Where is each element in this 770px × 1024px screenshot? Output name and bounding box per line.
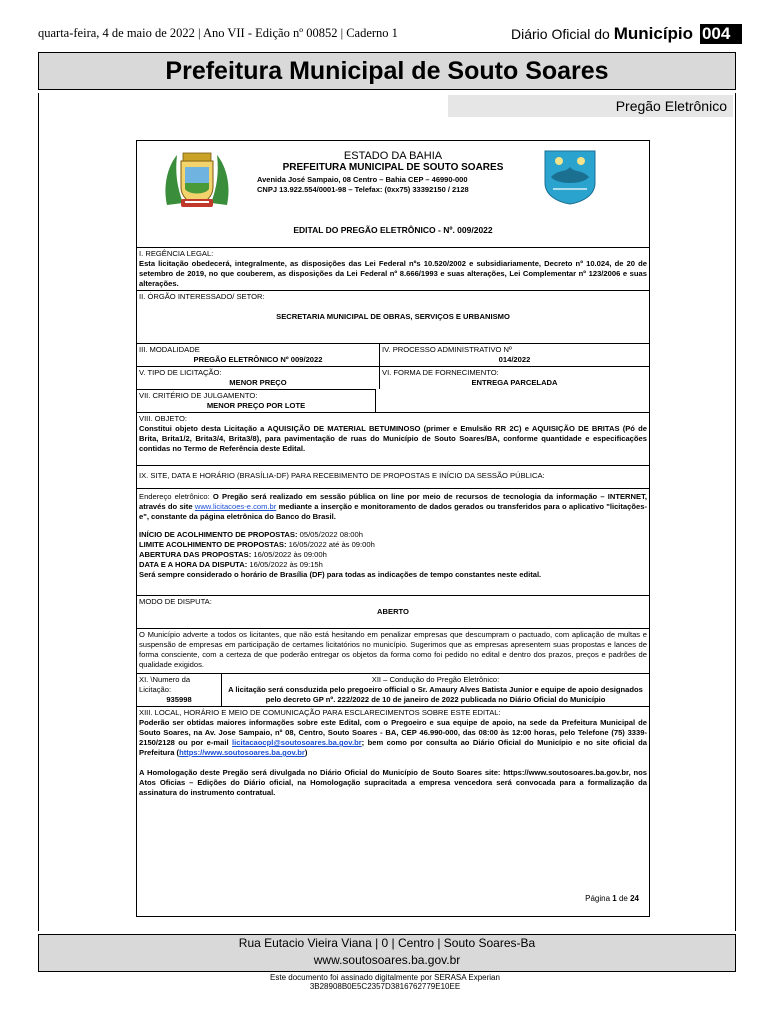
horario-brasilia-note: Será sempre considerado o horário de Brasília (DF) para todas as indicações de tempo constantes neste edital.: [139, 570, 542, 579]
date-limite: [139, 540, 647, 550]
prefecture-cnpj: CNPJ 13.922.554/0001-98 – Telefax: (0xx75) 33392150 / 2128: [257, 185, 469, 194]
page-label: Página: [585, 894, 611, 903]
local-horario-text1: Poderão ser obtidas maiores informações sobre este Edital, com o Pregoeiro e sua equipe de apoio, na sede da Prefeitura Municipal de Souto Soares, na Av. Jose Sampaio, nº 08, Centro, Souto Soares - BA, CEP 46.990-000, das 08:00 às 12:00 horas, pelo Telefone (75) 3339-2150/2128 ou por e-mail: [139, 718, 647, 747]
site-data-label: IX. SITE, DATA E HORÁRIO (BRASÍLIA-DF) PARA RECEBIMENTO DE PROPOSTAS E INÍCIO DA SESSÃO PÚBLICA:: [139, 471, 545, 480]
orgao-value: SECRETARIA MUNICIPAL DE OBRAS, SERVIÇOS E URBANISMO: [276, 312, 510, 321]
section-objeto: [137, 412, 649, 465]
section-orgao: [137, 290, 649, 343]
local-horario-label: XIII. LOCAL, HORÁRIO E MEIO DE COMUNICAÇÃO PARA ESCLARECIMENTOS SOBRE ESTE EDITAL:: [139, 708, 501, 717]
local-horario-text: [139, 718, 647, 758]
date-abertura: [139, 550, 647, 560]
section-tag: Pregão Eletrônico: [448, 95, 733, 117]
tipo-value: MENOR PREÇO: [229, 378, 287, 387]
edital-document: [136, 140, 650, 917]
endereco-intro: Endereço eletrônico:: [139, 492, 210, 501]
endereco-text1: O Pregão será realizado em sessão pública on line por meio de recursos de tecnologia da informação – INTERNET, através do site: [139, 492, 647, 511]
edital-title: EDITAL DO PREGÃO ELETRÔNICO - Nº. 009/2022: [293, 225, 493, 235]
document-header: [137, 141, 649, 247]
numero-licitacao-cell: [137, 674, 222, 706]
tipo-cell: [137, 367, 380, 389]
brand-name: Município: [613, 24, 694, 43]
page-current: 1: [612, 894, 617, 903]
modo-disputa-label: MODO DE DISPUTA:: [139, 597, 212, 606]
signature-text: Este documento foi assinado digitalmente por SERASA Experian: [270, 973, 500, 982]
site-link[interactable]: https://www.soutosoares.ba.gov.br: [179, 748, 305, 757]
footer-bar: [38, 934, 736, 972]
numero-licitacao-value: 935998: [166, 695, 192, 704]
page-of: de: [618, 894, 628, 903]
prefecture-address: Avenida José Sampaio, 08 Centro – Bahia CEP – 46990-000: [257, 175, 468, 184]
conducao-label: XII – Condução do Pregão Eletrônico:: [371, 675, 500, 684]
state-name: ESTADO DA BAHIA: [343, 150, 443, 162]
section-site-data: [137, 465, 649, 488]
numero-licitacao-label: XI. \Numero da Licitação:: [139, 675, 191, 694]
regencia-text: Esta licitação obedecerá, integralmente, as disposições das Lei Federal nºs 10.520/2002 e subsidiariamente, Decreto nº 10.024, de 20 de setembro de 2019, no que couberem, as disposições da Lei Federal nº 8.666/1993 e suas alterações, Lei Complementar nº 123/2006 e suas alterações.: [139, 259, 647, 288]
local-horario-text3: ): [304, 748, 308, 757]
endereco-eletronico: [139, 492, 647, 522]
tipo-label: V. TIPO DE LICITAÇÃO:: [139, 368, 222, 377]
gazette-brand: [511, 24, 742, 44]
page-total: 24: [630, 894, 639, 903]
criterio-label: VII. CRITÉRIO DE JULGAMENTO:: [139, 391, 258, 400]
date-inicio: [139, 530, 647, 540]
signature-hash: 3B28908B0E5C2357D3816762779E10EE: [309, 982, 461, 991]
local-horario-text2: ; bem como por consulta ao Diário Oficial do Município e no site oficial da Prefeitura (: [139, 738, 647, 757]
fornecimento-value: ENTREGA PARCELADA: [471, 378, 558, 387]
page-title: Prefeitura Municipal de Souto Soares: [38, 52, 736, 90]
page-counter: [585, 894, 639, 904]
municipality-warning: O Município adverte a todos os licitantes, que não está hesitando em penalizar empresas que descumpram o pactuado, com aplicação de multas e suspensão de empresas em participação de certames licitatórios no município. Sugerimos que as empresas apresentem suas propostas e lances de forma consciente, com a certeza de que poderão entregar os objetos da forma como foi pedido no edital e dentro dos prazos, preços e padrões de qualidade exigidos.: [137, 628, 649, 673]
conducao-cell: [222, 674, 649, 706]
section-regencia: [137, 247, 649, 290]
brand-prefix: Diário Oficial do: [511, 26, 610, 42]
licitacoes-link[interactable]: www.licitacoes-e.com.br: [194, 502, 277, 511]
fornecimento-cell: [380, 367, 649, 389]
endereco-text2: mediante a inserção e monitoramento de dados gerados ou transferidos para o aplicativo "licitações-e", constante da página eletrônica do Banco do Brasil.: [139, 502, 647, 521]
conducao-text: A licitação será consduzida pelo pregoeiro official o Sr. Amaury Alves Batista Junior e equipe de apoio designados pelo decreto GP nº. 222/2022 de 10 de janeiro de 2022 publicada no Diário Oficial do Município: [228, 685, 643, 704]
date-limite-value: 16/05/2022 até às 09:00h: [288, 540, 375, 549]
prefecture-name: PREFEITURA MUNICIPAL DE SOUTO SOARES: [282, 162, 504, 173]
section-modo-disputa: [137, 595, 649, 628]
section-numero-conducao: [137, 673, 649, 706]
section-criterio: [137, 389, 376, 412]
criterio-value: MENOR PREÇO POR LOTE: [206, 401, 306, 410]
homologacao-text: A Homologação deste Pregão será divulgada no Diário Oficial do Município de Souto Soares site: https://www.soutosoares.ba.gov.br, nos Atos Oficias – Edições do Diário oficial, na Homologação supracitada a empresa vencedora será convocada para a formalização da assinatura do instrumento contratual.: [139, 768, 647, 797]
footer-site[interactable]: www.soutosoares.ba.gov.br: [313, 953, 461, 967]
objeto-text: Constitui objeto desta Licitação a AQUISIÇÃO DE MATERIAL BETUMINOSO (primer e Emulsão RR 2C) e AQUISIÇÃO DE BRITAS (Pó de Brita, Brita1/2, Brita3/4, Brita3/8), para pavimentação de ruas do Município de Souto Soares/BA, conforme quantidade e especificações contidas no Termo de Referência deste Edital.: [139, 424, 647, 453]
orgao-label: II. ÓRGÃO INTERESSADO/ SETOR:: [139, 292, 265, 301]
date-disputa-label: DATA E A HORA DA DISPUTA:: [139, 560, 248, 569]
section-modalidade-row: [137, 343, 649, 366]
edition-date-line: quarta-feira, 4 de maio de 2022 | Ano VII - Edição nº 00852 | Caderno 1: [38, 26, 398, 40]
date-inicio-value: 05/05/2022 08:00h: [299, 530, 363, 539]
digital-signature: [0, 973, 770, 991]
gazette-page-number: 004: [700, 24, 742, 44]
section-acolhimento: [137, 488, 649, 595]
dates-block: [139, 530, 647, 580]
section-tipo-row: [137, 366, 649, 389]
modalidade-label: III. MODALIDADE: [139, 345, 200, 354]
modo-disputa-value: ABERTO: [377, 607, 409, 616]
date-disputa-value: 16/05/2022 às 09:15h: [249, 560, 323, 569]
processo-label: IV. PROCESSO ADMINISTRATIVO Nº: [382, 345, 512, 354]
city-emblem-icon: [539, 147, 601, 205]
regencia-label: I. REGÊNCIA LEGAL:: [139, 249, 214, 258]
date-disputa: [139, 560, 647, 570]
date-abertura-label: ABERTURA DAS PROPOSTAS:: [139, 550, 252, 559]
modalidade-value: PREGÃO ELETRÔNICO Nº 009/2022: [193, 355, 323, 364]
date-abertura-value: 16/05/2022 às 09:00h: [253, 550, 327, 559]
modalidade-cell: [137, 344, 380, 366]
date-inicio-label: INÍCIO DE ACOLHIMENTO DE PROPOSTAS:: [139, 530, 298, 539]
footer-address: Rua Eutacio Vieira Viana | 0 | Centro | Souto Soares-Ba: [238, 936, 536, 950]
processo-cell: [380, 344, 649, 366]
email-link[interactable]: licitacaocpl@soutosoares.ba.gov.br: [232, 738, 362, 747]
objeto-label: VIII. OBJETO:: [139, 414, 187, 423]
section-local-horario: [137, 706, 649, 859]
fornecimento-label: VI. FORMA DE FORNECIMENTO:: [382, 368, 499, 377]
processo-value: 014/2022: [498, 355, 531, 364]
date-limite-label: LIMITE ACOLHIMENTO DE PROPOSTAS:: [139, 540, 287, 549]
